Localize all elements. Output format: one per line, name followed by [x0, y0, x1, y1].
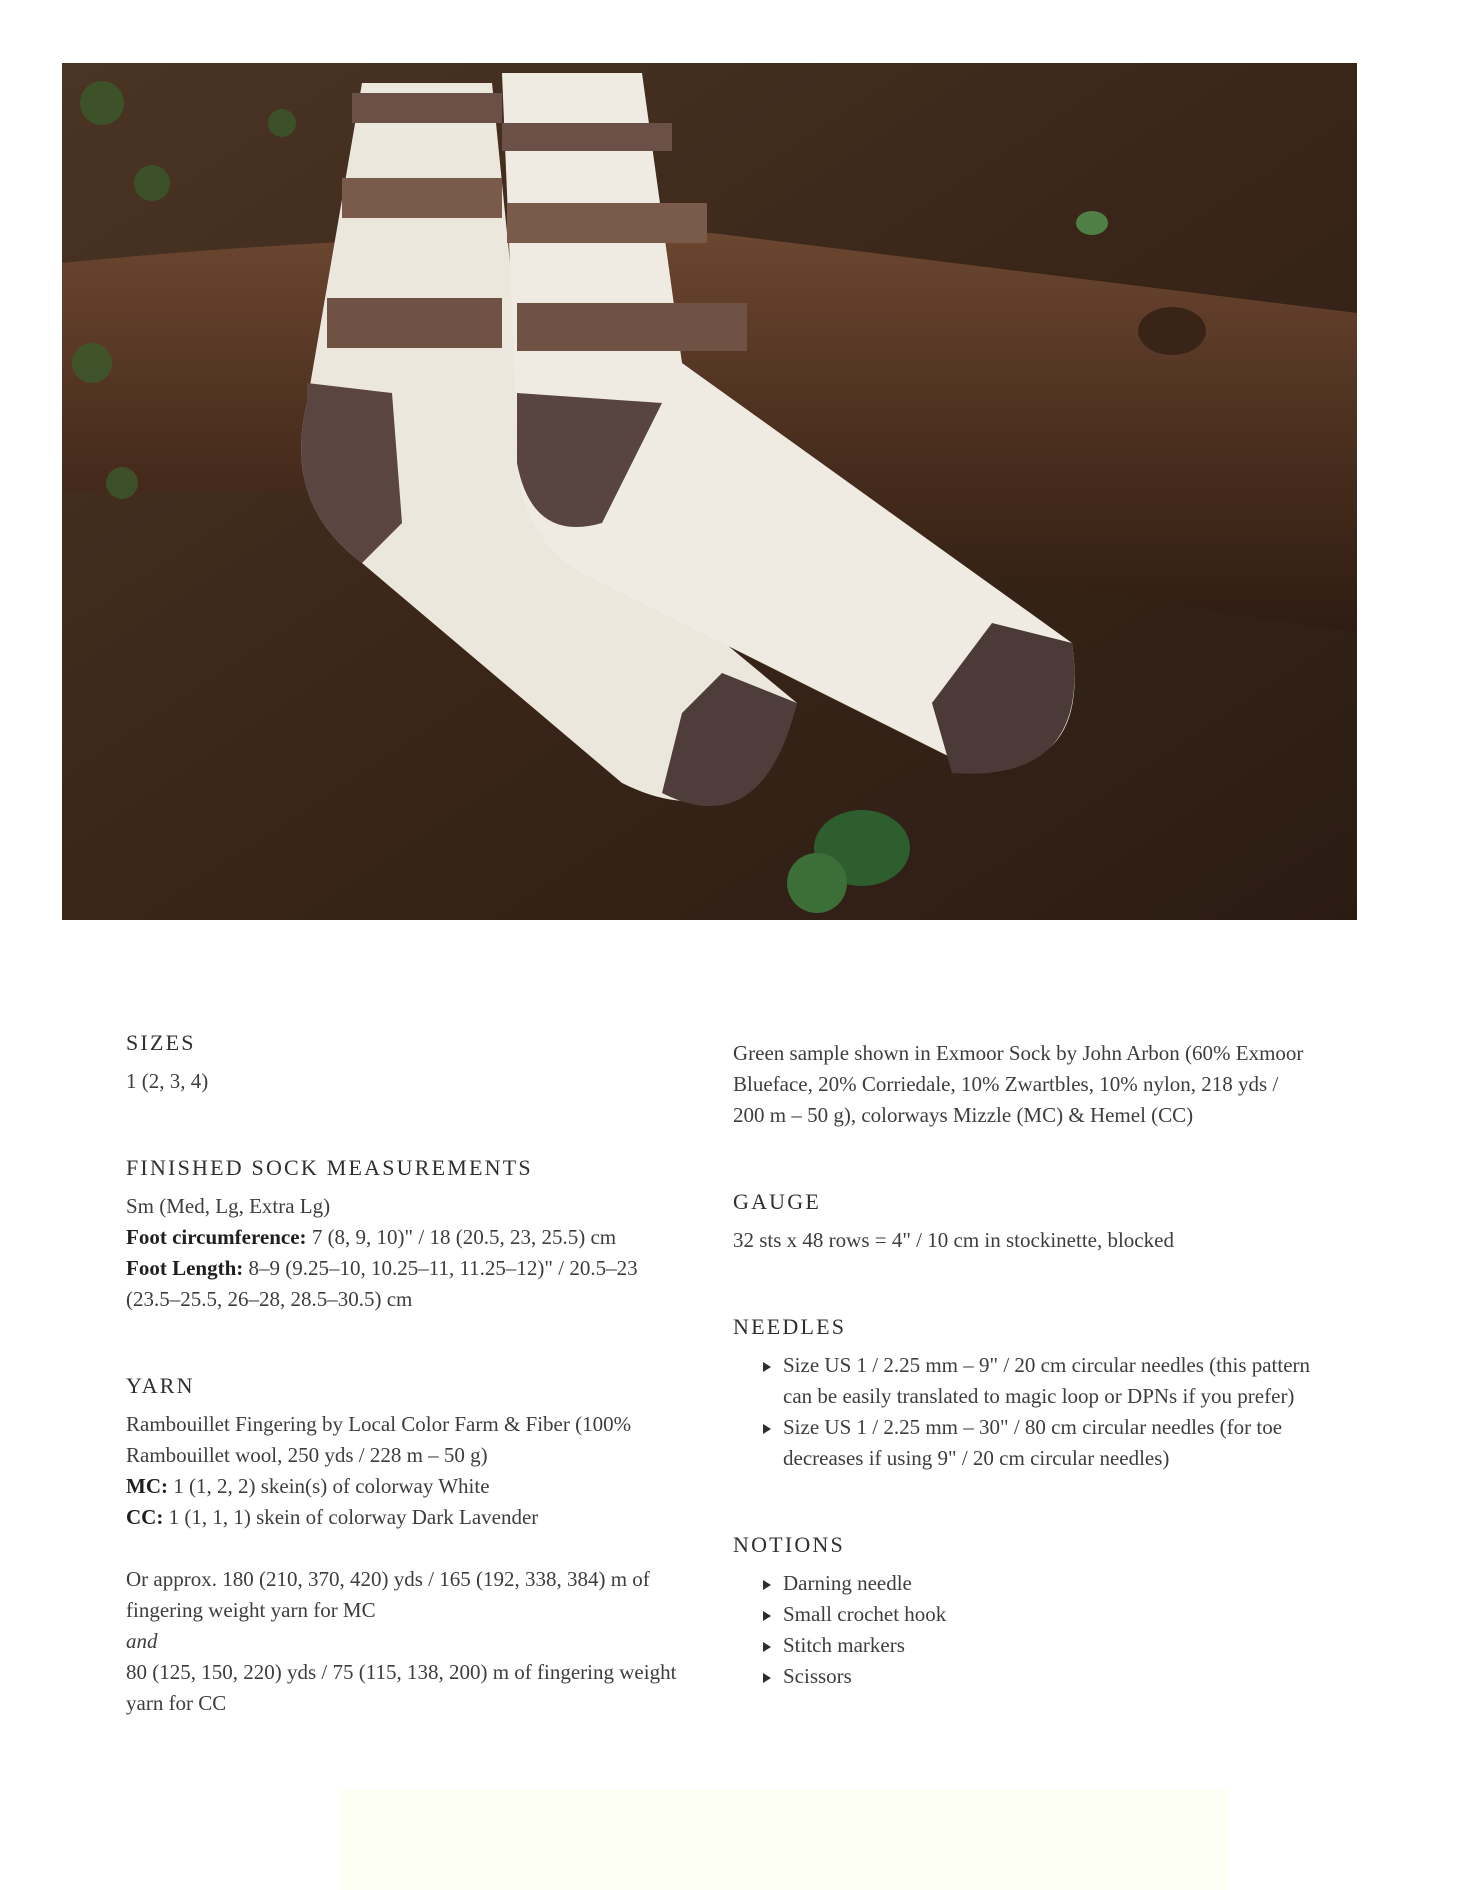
notions-heading: NOTIONS	[733, 1532, 845, 1557]
notions-item: Small crochet hook	[763, 1599, 1313, 1630]
yarn-cc-label: CC:	[126, 1505, 164, 1529]
left-column	[126, 1030, 686, 1777]
gauge-heading: GAUGE	[733, 1189, 821, 1214]
measurements-sizes: Sm (Med, Lg, Extra Lg)	[126, 1194, 331, 1218]
yarn-heading: YARN	[126, 1373, 195, 1398]
sizes-section	[126, 1030, 686, 1097]
green-sample-section	[733, 1038, 1313, 1131]
yarn-description: Rambouillet Fingering by Local Color Farm & Fiber (100% Rambouillet wool, 250 yds / 228 m – 50 g)	[126, 1412, 632, 1467]
green-sample-text: Green sample shown in Exmoor Sock by John Arbon (60% Exmoor Blueface, 20% Corriedale, 10% Zwartbles, 10% nylon, 218 yds / 200 m – 50 g), colorways Mizzle (MC) & Hemel (CC)	[733, 1041, 1304, 1127]
yarn-cc-value: 1 (1, 1, 1) skein of colorway Dark Lavender	[163, 1505, 539, 1529]
notions-item: Stitch markers	[763, 1630, 1313, 1661]
yarn-cc	[126, 1502, 686, 1533]
notions-item: Darning needle	[763, 1568, 1313, 1599]
gauge-section	[733, 1189, 1313, 1256]
needles-section	[733, 1314, 1313, 1474]
sizes-heading: SIZES	[126, 1030, 196, 1055]
yarn-mc	[126, 1471, 686, 1502]
yarn-mc-value: 1 (1, 2, 2) skein(s) of colorway White	[167, 1474, 490, 1498]
needles-heading: NEEDLES	[733, 1314, 847, 1339]
needles-item: Size US 1 / 2.25 mm – 30" / 80 cm circular needles (for toe decreases if using 9" / 20 cm circular needles)	[763, 1412, 1313, 1474]
foot-length-label: Foot Length:	[126, 1256, 244, 1280]
yarn-and-text: and	[126, 1629, 158, 1653]
yarn-approx-mc: Or approx. 180 (210, 370, 420) yds / 165 (192, 338, 384) m of fingering weight yarn for MC	[126, 1567, 650, 1622]
foot-length	[126, 1253, 686, 1315]
measurements-section	[126, 1155, 686, 1315]
yarn-approx-cc: 80 (125, 150, 220) yds / 75 (115, 138, 200) m of fingering weight yarn for CC	[126, 1660, 677, 1715]
footer-note-box	[338, 1790, 1228, 1890]
notions-section	[733, 1532, 1313, 1692]
sizes-value: 1 (2, 3, 4)	[126, 1069, 209, 1093]
yarn-section	[126, 1373, 686, 1719]
photo-illustration	[62, 63, 1357, 920]
right-column	[733, 1030, 1313, 1750]
notions-item: Scissors	[763, 1661, 1313, 1692]
yarn-mc-label: MC:	[126, 1474, 168, 1498]
measurements-heading: FINISHED SOCK MEASUREMENTS	[126, 1155, 533, 1180]
knitted-socks-photo	[62, 63, 1357, 920]
yarn-and	[126, 1626, 686, 1657]
gauge-value: 32 sts x 48 rows = 4" / 10 cm in stockinette, blocked	[733, 1228, 1174, 1252]
needles-list	[733, 1350, 1313, 1474]
needles-item: Size US 1 / 2.25 mm – 9" / 20 cm circular needles (this pattern can be easily translated to magic loop or DPNs if you prefer)	[763, 1350, 1313, 1412]
foot-length-value: 8–9 (9.25–10, 10.25–11, 11.25–12)" / 20.5–23 (23.5–25.5, 26–28, 28.5–30.5) cm	[126, 1256, 638, 1311]
foot-circumference-value: 7 (8, 9, 10)" / 18 (20.5, 23, 25.5) cm	[306, 1225, 617, 1249]
foot-circumference	[126, 1222, 686, 1253]
notions-list	[733, 1568, 1313, 1692]
foot-circumference-label: Foot circumference:	[126, 1225, 307, 1249]
